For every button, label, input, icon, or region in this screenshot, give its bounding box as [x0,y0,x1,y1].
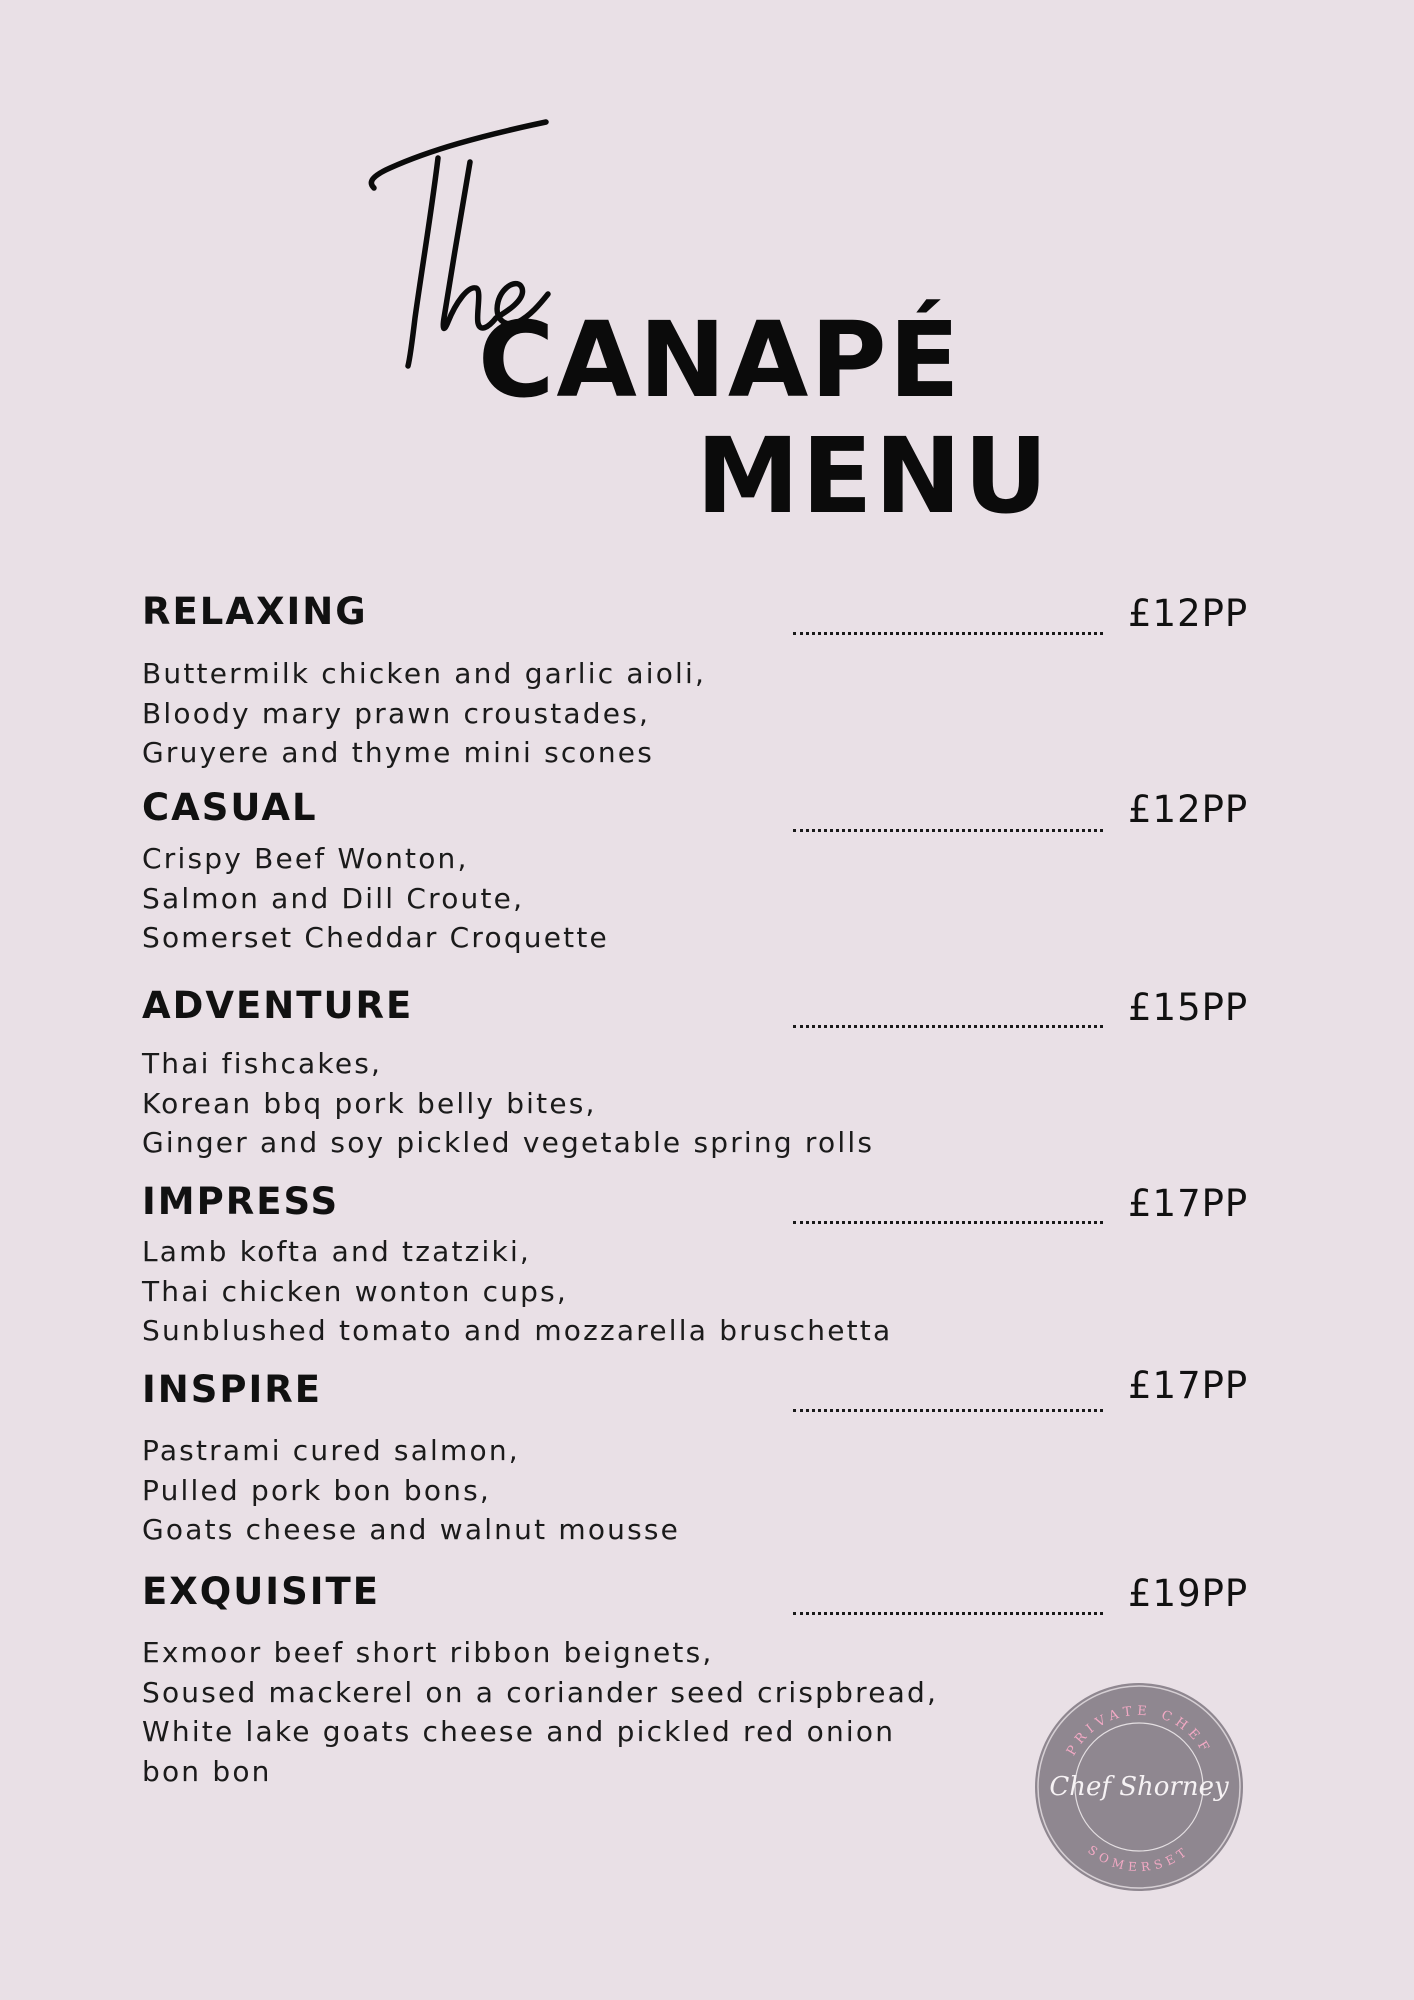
section-heading: IMPRESS [142,1180,340,1223]
section-price: £12PP [1128,592,1249,635]
menu-item: Pastrami cured salmon, [142,1434,520,1467]
stamp-top-text: PRIVATE CHEF [1063,1703,1215,1759]
title-canape: CANAPÉ [478,299,962,421]
section-items [142,839,609,958]
section-heading: RELAXING [142,590,368,633]
section-heading: EXQUISITE [142,1570,380,1613]
section-heading: ADVENTURE [142,984,414,1027]
menu-item: Goats cheese and walnut mousse [142,1513,681,1546]
section-price: £15PP [1128,986,1249,1029]
dotted-leader [793,1612,1103,1615]
title-menu: MENU [696,415,1051,537]
menu-item: Crispy Beef Wonton, [142,842,469,875]
section-items [142,1044,874,1163]
menu-item: Sunblushed tomato and mozzarella bruschetta [142,1314,893,1347]
section-heading: INSPIRE [142,1368,323,1411]
menu-item: bon bon [142,1754,272,1788]
section-price: £17PP [1128,1182,1249,1225]
section-items [142,654,706,773]
stamp-name: Chef Shorney [1049,1772,1229,1802]
dotted-leader [793,829,1103,832]
section-items [142,1431,680,1550]
menu-item: Lamb kofta and tzatziki, [142,1235,532,1268]
menu-item: Thai chicken wonton cups, [142,1274,569,1308]
section-heading: CASUAL [142,786,318,829]
section-price: £17PP [1128,1364,1249,1407]
dotted-leader [793,1409,1103,1412]
section-price: £12PP [1128,788,1249,831]
section-items [142,1232,892,1351]
stamp-bottom-text: SOMERSET [1085,1842,1193,1875]
menu-item: Pulled pork bon bons, [142,1473,492,1507]
section-items [142,1633,938,1791]
menu-item: White lake goats cheese and pickled red onion [142,1715,896,1748]
menu-item: Ginger and soy pickled vegetable spring rolls [142,1126,875,1159]
dotted-leader [793,632,1103,635]
dotted-leader [793,1025,1103,1028]
menu-item: Exmoor beef short ribbon beignets, [142,1636,714,1669]
menu-item: Salmon and Dill Croute, [142,881,525,915]
menu-item: Bloody mary prawn croustades, [142,696,651,730]
section-price: £19PP [1128,1572,1249,1615]
menu-item: Korean bbq pork belly bites, [142,1086,597,1120]
menu-item: Somerset Cheddar Croquette [142,921,609,954]
dotted-leader [793,1221,1103,1224]
menu-item: Gruyere and thyme mini scones [142,736,655,769]
menu-item: Soused mackerel on a coriander seed crispbread, [142,1675,939,1709]
menu-item: Buttermilk chicken and garlic aioli, [142,657,707,690]
chef-stamp-logo [1033,1681,1245,1893]
menu-item: Thai fishcakes, [142,1047,383,1080]
